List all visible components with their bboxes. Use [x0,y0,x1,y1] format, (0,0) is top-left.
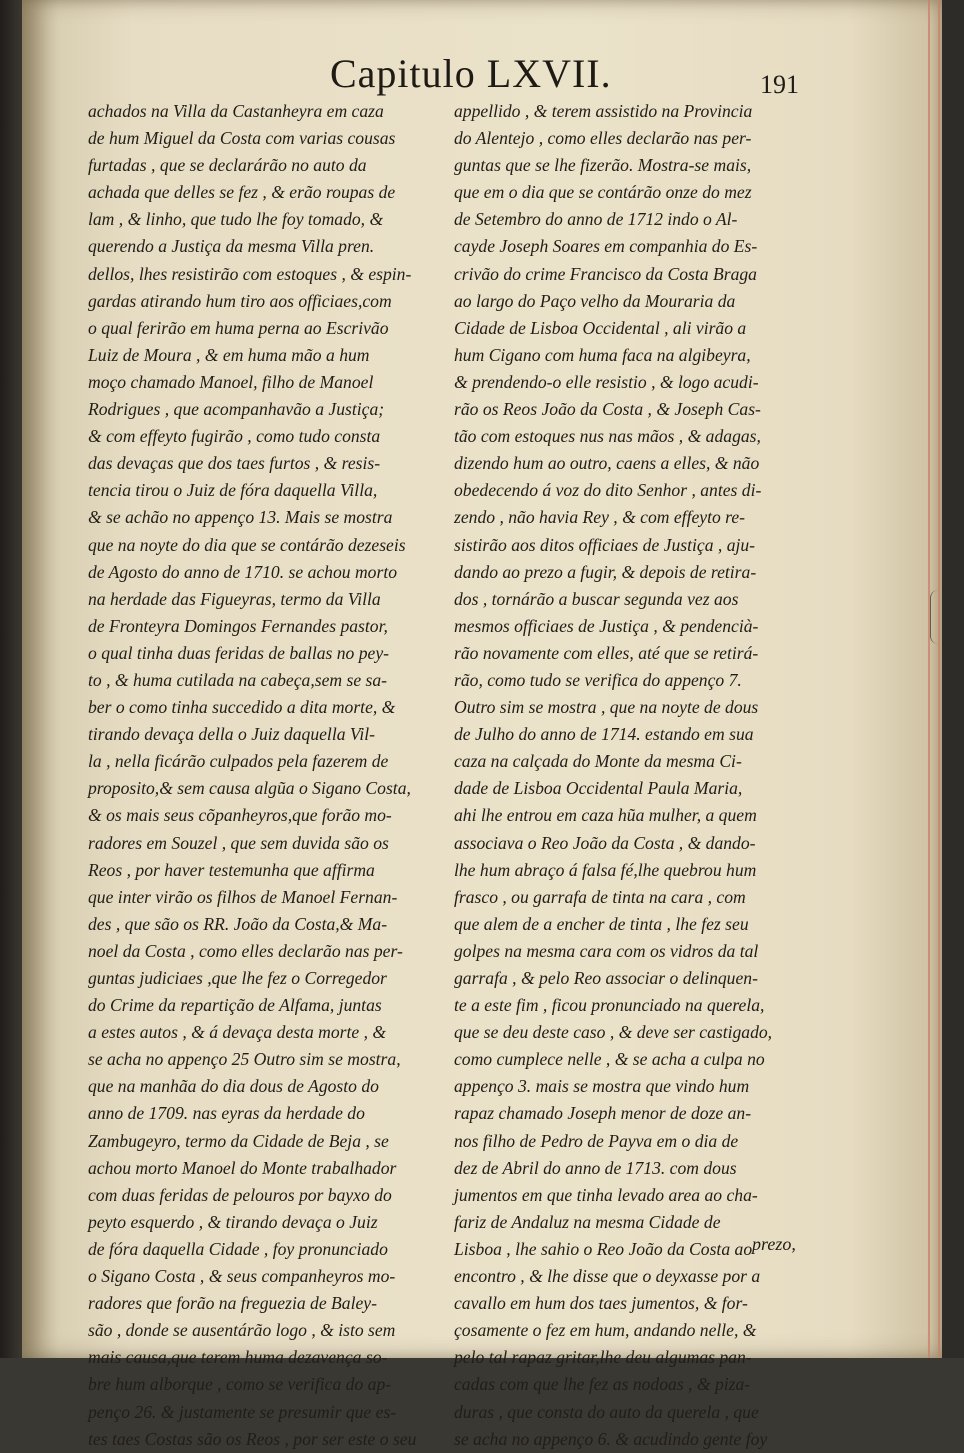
chapter-title: Capitulo LXVII. [330,51,612,96]
text-line: rão novamente com elles, até que se retirá- [454,642,759,663]
text-line: o qual ferirão em huma perna ao Escrivão [88,317,389,338]
right-text-column [454,98,798,1453]
text-line: associava o Reo João da Costa , & dando- [454,832,756,853]
text-line: de Setembro do anno de 1712 indo o Al- [454,209,738,230]
text-line: o qual tinha duas feridas de ballas no pey- [88,642,390,663]
text-line: sistirão aos ditos officiaes de Justiça , aju- [454,534,756,555]
text-line: de Fronteyra Domingos Fernandes pastor, [88,615,388,636]
text-line: o Sigano Costa , & seus companheyros mo- [88,1266,396,1287]
text-line: que na noyte do dia que se contárão dezeseis [88,534,406,555]
text-line: do Alentejo , como elles declarão nas per- [454,128,752,149]
text-line: moço chamado Manoel, filho de Manoel [88,371,374,392]
text-line: appenço 3. mais se mostra que vindo hum [454,1076,750,1097]
text-line: Cidade de Lisboa Occidental , ali virão a [454,317,747,338]
text-line: a estes autos , & á devaça desta morte , & [88,1022,387,1043]
text-line: Zambugeyro, termo da Cidade de Beja , se [88,1130,389,1151]
text-line: que alem de a encher de tinta , lhe fez seu [454,913,749,934]
text-line: ber o como tinha succedido a dita morte, & [88,697,396,718]
text-line: & se achão no appenço 13. Mais se mostra [88,507,393,528]
text-line: de Julho do anno de 1714. estando em sua [454,724,754,745]
text-line: rão, como tudo se verifica do appenço 7. [454,669,742,690]
text-line: pelo tal rapaz gritar,lhe deu algumas pan- [454,1347,752,1368]
text-line: tão com estoques nus nas mãos , & adagas, [454,426,761,447]
text-line: proposito,& sem causa algũa o Sigano Costa, [88,778,411,799]
text-line: garrafa , & pelo Reo associar o delinquen- [454,968,758,988]
text-line: Reos , por haver testemunha que affirma [88,859,375,880]
text-line: se acha no appenço 25 Outro sim se mostra, [88,1049,401,1070]
text-line: & os mais seus cõpanheyros,que forão mo- [88,805,392,826]
text-line: achou morto Manoel do Monte trabalhador [88,1157,397,1178]
text-line: noel da Costa , como elles declarão nas per- [88,940,403,961]
text-line: golpes na mesma cara com os vidros da tal [454,940,759,961]
text-line: guntas que se lhe fizerão. Mostra-se mais, [454,155,752,176]
text-line: tirando devaça della o Juiz daquella Vil- [88,724,375,745]
text-line: ao largo do Paço velho da Mouraria da [454,290,736,311]
text-line: bre hum alborque , como se verifica do ap- [88,1374,392,1395]
text-line: querendo a Justiça da mesma Villa pren. [88,236,375,257]
text-line: dando ao prezo a fugir, & depois de retira- [454,561,757,582]
text-line: & prendendo-o elle resistio , & logo acudi- [454,371,759,392]
text-line: anno de 1709. nas eyras da herdade do [88,1103,365,1124]
text-line: dade de Lisboa Occidental Paula Maria, [454,778,743,799]
text-line: com duas feridas de pelouros por bayxo do [88,1184,392,1205]
text-line: rão os Reos João da Costa , & Joseph Cas- [454,399,761,420]
text-line: de hum Miguel da Costa com varias cousas [88,128,396,149]
text-line: são , donde se ausentárão logo , & isto sem [88,1320,396,1341]
left-text-column [88,98,450,1453]
text-line: que se deu deste caso , & deve ser castigado, [454,1022,773,1043]
text-line: peyto esquerdo , & tirando devaça o Juiz [88,1211,378,1232]
text-line: appellido , & terem assistido na Provincia [454,101,753,121]
text-line: cadas com que lhe fez as nodoas , & piza- [454,1374,751,1395]
text-line: Outro sim se mostra , que na noyte de dous [454,697,759,718]
margin-rule [938,0,940,1358]
text-line: te a este fim , ficou pronunciado na querela, [454,995,765,1016]
margin-bracket-mark [930,590,941,644]
text-line: nos filho de Pedro de Payva em o dia de [454,1130,739,1151]
text-line: encontro , & lhe disse que o deyxasse por a [454,1266,761,1287]
text-line: na herdade das Figueyras, termo da Villa [88,588,381,609]
text-line: jumentos em que tinha levado area ao cha- [454,1184,758,1205]
text-line: fariz de Andaluz na mesma Cidade de [454,1211,721,1232]
text-line: lam , & linho, que tudo lhe foy tomado, & [88,209,384,230]
text-line: de fóra daquella Cidade , foy pronunciado [88,1238,388,1259]
text-line: duras , que consta do auto da querela , que [454,1401,759,1422]
text-line: çosamente o fez em hum, andando nelle, & [454,1320,757,1341]
page-header [330,50,810,98]
text-line: des , que são os RR. João da Costa,& Ma- [88,913,388,934]
text-line: hum Cigano com huma faca na algibeyra, [454,344,751,365]
text-line: achados na Villa da Castanheyra em caza [88,101,384,121]
text-line: achada que delles se fez , & erão roupas de [88,182,396,203]
text-line: caza na calçada do Monte da mesma Ci- [454,751,742,772]
text-line: to , & huma cutilada na cabeça,sem se sa- [88,669,388,690]
text-line: que em o dia que se contárão onze do mez [454,182,752,203]
text-line: obedecendo á voz do dito Senhor , antes di- [454,480,762,501]
text-line: dizendo hum ao outro, caens a elles, & não [454,453,760,474]
text-line: dellos, lhes resistirão com estoques , & espin- [88,263,412,284]
text-line: & com effeyto fugirão , como tudo consta [88,426,381,447]
text-line: mesmos officiaes de Justiça , & pendencià- [454,615,759,636]
text-line: mais causa,que terem huma dezavença so- [88,1347,388,1368]
text-line: radores em Souzel , que sem duvida são os [88,832,389,853]
text-line: cavallo em hum dos taes jumentos, & for- [454,1293,748,1314]
text-line: ahi lhe entrou em caza hũa mulher, a quem [454,805,757,826]
text-line: tencia tirou o Juiz de fóra daquella Villa, [88,480,378,501]
text-line: radores que forão na freguezia de Baley- [88,1293,377,1314]
text-line: se acha no appenço 6. & acudindo gente foy [454,1428,768,1449]
text-line: do Crime da repartição de Alfama, juntas [88,995,382,1016]
text-line: guntas judiciaes ,que lhe fez o Corregedor [88,968,387,988]
page-number: 191 [760,70,799,99]
text-line: Luiz de Moura , & em huma mão a hum [88,344,370,365]
text-line: frasco , ou garrafa de tinta na cara , com [454,886,746,907]
book-binding-edge [0,0,22,1358]
text-line: de Agosto do anno de 1710. se achou morto [88,561,398,582]
text-line: dos , tornárão a buscar segunda vez aos [454,588,739,609]
text-line: dez de Abril do anno de 1713. com dous [454,1157,737,1178]
text-line: zendo , não havia Rey , & com effeyto re- [454,507,746,528]
text-line: Rodrigues , que acompanhavão a Justiça; [88,399,385,420]
text-line: como cumplece nelle , & se acha a culpa no [454,1049,765,1070]
margin-rule [928,0,930,1358]
text-line: Lisboa , lhe sahio o Reo João da Costa ao [454,1238,753,1259]
text-line: la , nella ficárão culpados pela fazerem de [88,751,389,772]
text-line: penço 26. & justamente se presumir que es- [88,1401,397,1422]
text-line: rapaz chamado Joseph menor de doze an- [454,1103,752,1124]
text-line: que inter virão os filhos de Manoel Fernan- [88,886,398,907]
text-line: que na manhãa do dia dous de Agosto do [88,1076,379,1097]
text-line: lhe hum abraço á falsa fé,lhe quebrou hum [454,859,757,880]
text-line: furtadas , que se declarárão no auto da [88,155,367,176]
catchword: prezo, [752,1234,796,1254]
text-line: cayde Joseph Soares em companhia do Es- [454,236,758,257]
text-line: crivão do crime Francisco da Costa Braga [454,263,757,284]
text-line: gardas atirando hum tiro aos officiaes,com [88,290,392,311]
text-line: das devaças que dos taes furtos , & resis- [88,453,381,474]
text-line: tes taes Costas são os Reos , por ser este o seu [88,1428,417,1449]
